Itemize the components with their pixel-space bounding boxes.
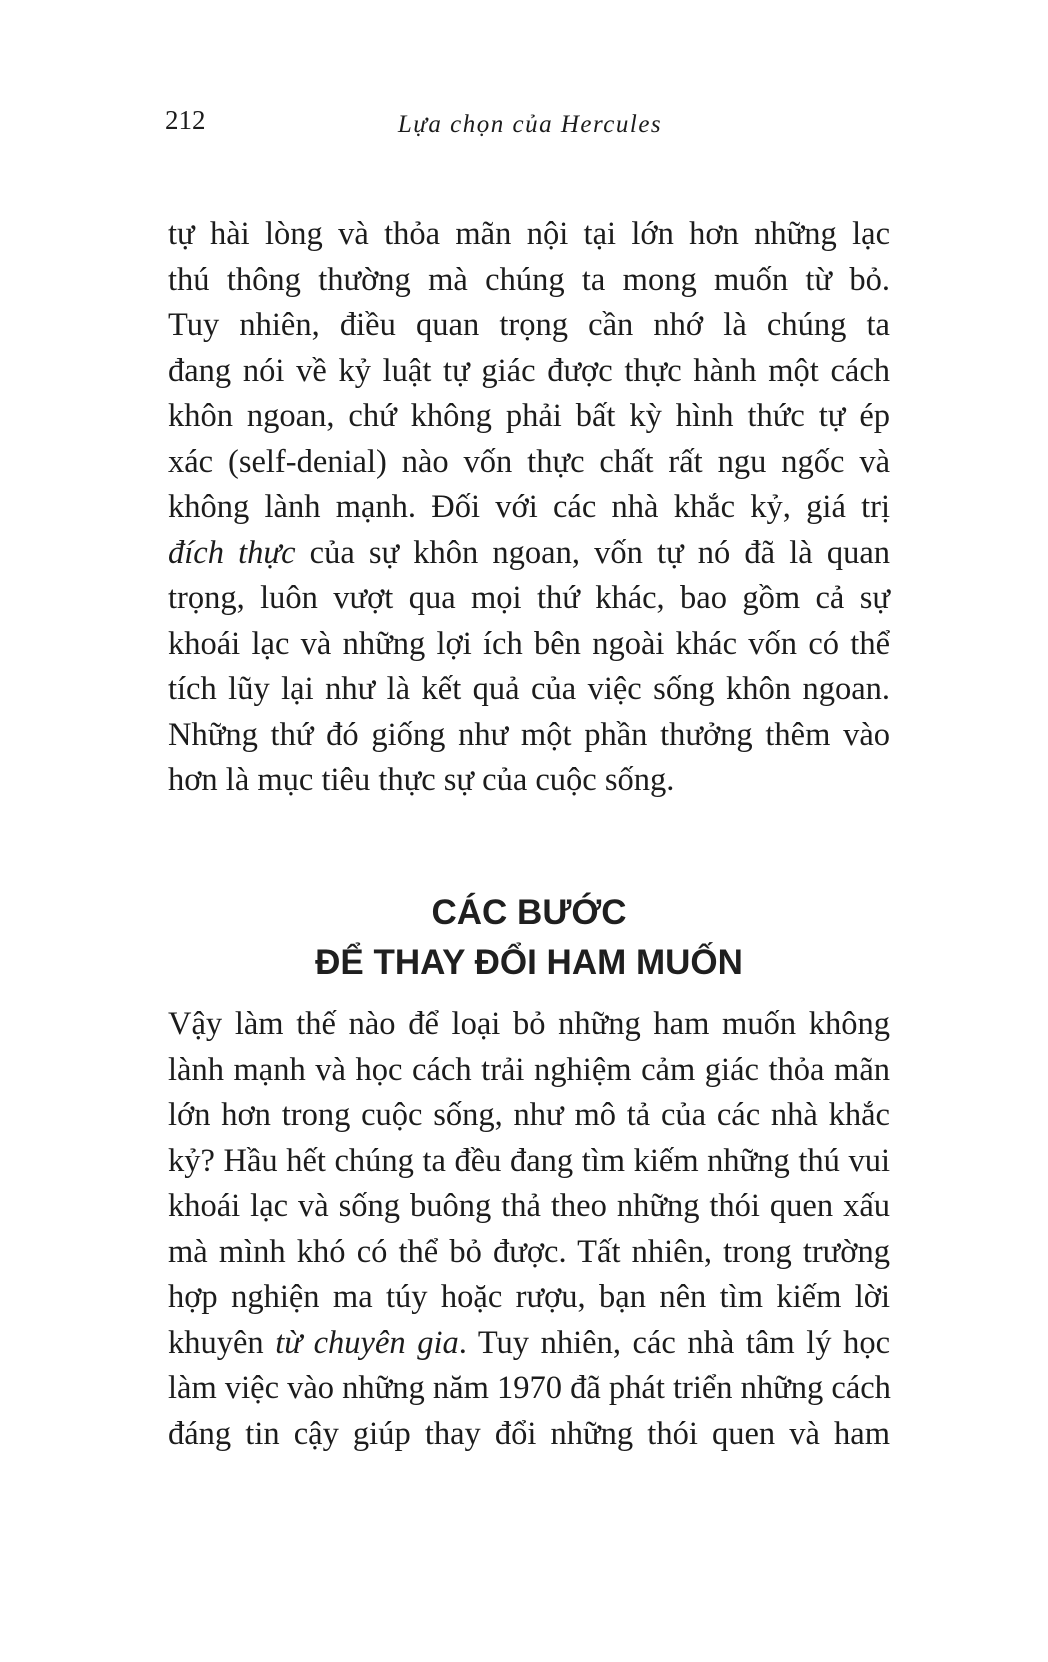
page-number: 212 [165, 105, 206, 135]
text-line [168, 531, 890, 577]
italic-emphasis: đích thực [168, 534, 296, 571]
text-line: Vậy làm thế nào để loại bỏ những ham muốn không [168, 1006, 890, 1042]
text-line: hơn là mục tiêu thực sự của cuộc sống. [168, 762, 675, 798]
text-line: hợp nghiện ma túy hoặc rượu, bạn nên tìm kiếm lời [168, 1279, 890, 1315]
text-segment: . Tuy nhiên, các nhà tâm lý học [458, 1324, 890, 1361]
text-line: thú thông thường mà chúng ta mong muốn từ bỏ. [168, 261, 890, 298]
text-line: tích lũy lại như là kết quả của việc sống khôn ngoan. [168, 671, 890, 707]
text-line: khôn ngoan, chứ không phải bất kỳ hình thức tự ép [168, 398, 890, 434]
text-line: đang nói về kỷ luật tự giác được thực hành một cách [168, 352, 890, 389]
text-line: làm việc vào những năm 1970 đã phát triển những cách [168, 1370, 891, 1406]
running-title: Lựa chọn của Hercules [397, 111, 663, 138]
text-line: lành mạnh và học cách trải nghiệm cảm giác thỏa mãn [168, 1051, 890, 1088]
section-heading [168, 888, 890, 988]
text-line: Những thứ đó giống như một phần thưởng thêm vào [168, 716, 890, 753]
body-paragraph [168, 1002, 890, 1457]
text-line: không lành mạnh. Đối với các nhà khắc kỷ, giá trị [168, 489, 890, 525]
text-line: Tuy nhiên, điều quan trọng cần nhớ là chúng ta [168, 307, 890, 343]
text-line: đáng tin cậy giúp thay đổi những thói quen và ham [168, 1415, 890, 1452]
body-paragraph [168, 212, 890, 804]
text-segment: khuyên [168, 1324, 276, 1361]
text-line: khoái lạc và những lợi ích bên ngoài khác vốn có thể [168, 625, 890, 662]
text-line: xác (self-denial) nào vốn thực chất rất ngu ngốc và [168, 443, 890, 480]
text-line: trọng, luôn vượt qua mọi thứ khác, bao gồm cả sự [168, 580, 890, 616]
text-line: khoái lạc và sống buông thả theo những thói quen xấu [168, 1188, 890, 1224]
text-line: tự hài lòng và thỏa mãn nội tại lớn hơn những lạc [168, 216, 890, 252]
section-heading-line: CÁC BƯỚC [431, 893, 627, 932]
text-segment: của sự khôn ngoan, vốn tự nó đã là quan [295, 534, 890, 571]
italic-emphasis: từ chuyên gia [275, 1324, 459, 1361]
text-line [168, 1321, 890, 1367]
text-line: lớn hơn trong cuộc sống, như mô tả của các nhà khắc [168, 1097, 890, 1133]
text-line: kỷ? Hầu hết chúng ta đều đang tìm kiếm những thú vui [168, 1142, 890, 1179]
text-line: mà mình khó có thể bỏ được. Tất nhiên, trong trường [168, 1233, 890, 1270]
section-heading-line: ĐỂ THAY ĐỔI HAM MUỐN [315, 943, 743, 982]
